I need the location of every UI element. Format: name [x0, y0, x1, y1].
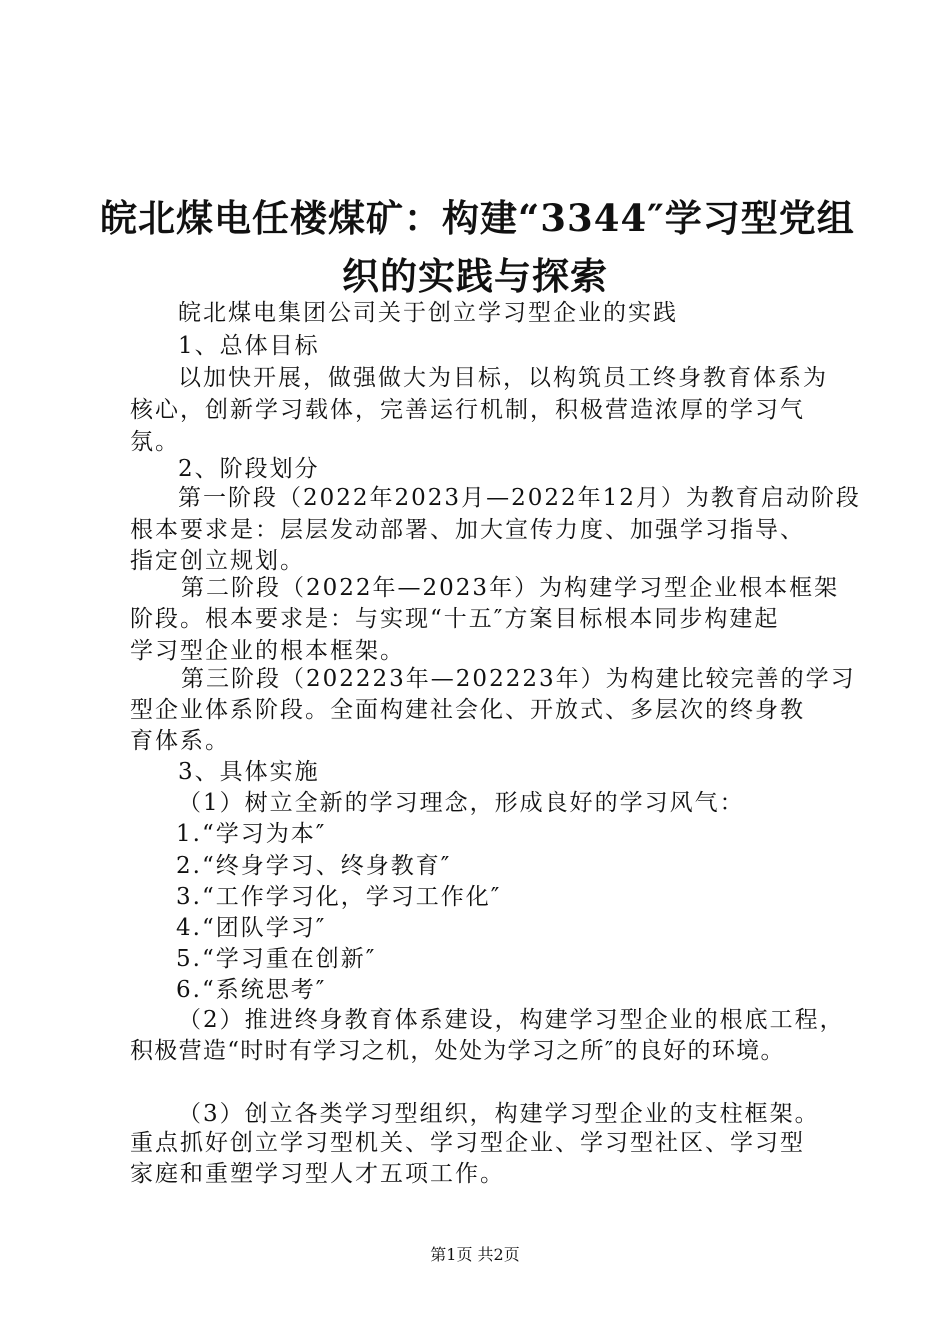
list-item: 1.“学习为本″: [176, 821, 327, 847]
paragraph-line: 育体系。: [130, 728, 230, 754]
paragraph-line: 根本要求是：层层发动部署、加大宣传力度、加强学习指导、: [130, 517, 805, 543]
paragraph-line: 指定创立规划。: [130, 548, 305, 574]
paragraph-line: 核心，创新学习载体，完善运行机制，积极营造浓厚的学习气: [130, 397, 805, 423]
paragraph-line: （2）推进终身教育体系建设，构建学习型企业的根底工程，: [178, 1007, 845, 1033]
document-title-line-1: 皖北煤电任楼煤矿：构建“3344″学习型党组: [100, 196, 855, 240]
list-item: 5.“学习重在创新″: [176, 946, 377, 972]
page-footer: 第1页 共2页: [430, 1245, 520, 1264]
paragraph-line: 第一阶段（2022年2023月—2022年12月）为教育启动阶段: [178, 485, 861, 511]
list-item: 6.“系统思考″: [176, 977, 327, 1003]
paragraph-line: 阶段。根本要求是：与实现“十五″方案目标根本同步构建起: [130, 606, 780, 632]
section-heading: 1、总体目标: [178, 333, 320, 359]
document-title-line-2: 织的实践与探索: [342, 254, 608, 298]
list-item: 2.“终身学习、终身教育″: [176, 853, 452, 879]
paragraph-line: 家庭和重塑学习型人才五项工作。: [130, 1161, 505, 1187]
paragraph-line: 学习型企业的根本框架。: [130, 638, 405, 664]
paragraph-line: 第三阶段（202223年—202223年）为构建比较完善的学习: [181, 666, 856, 692]
paragraph-line: 氛。: [130, 429, 180, 455]
paragraph-line: 重点抓好创立学习型机关、学习型企业、学习型社区、学习型: [130, 1130, 805, 1156]
paragraph-line: （3）创立各类学习型组织，构建学习型企业的支柱框架。: [178, 1101, 820, 1127]
paragraph-line: 皖北煤电集团公司关于创立学习型企业的实践: [178, 300, 678, 326]
paragraph-line: （1）树立全新的学习理念，形成良好的学习风气：: [178, 790, 745, 816]
section-heading: 3、具体实施: [178, 759, 320, 785]
paragraph-line: 以加快开展，做强做大为目标，以构筑员工终身教育体系为: [178, 365, 828, 391]
list-item: 4.“团队学习″: [176, 915, 327, 941]
paragraph-line: 第二阶段（2022年—2023年）为构建学习型企业根本框架: [181, 575, 840, 601]
list-item: 3.“工作学习化，学习工作化″: [176, 884, 502, 910]
section-heading: 2、阶段划分: [178, 456, 320, 482]
paragraph-line: 型企业体系阶段。全面构建社会化、开放式、多层次的终身教: [130, 697, 805, 723]
paragraph-line: 积极营造“时时有学习之机，处处为学习之所″的良好的环境。: [130, 1038, 785, 1064]
